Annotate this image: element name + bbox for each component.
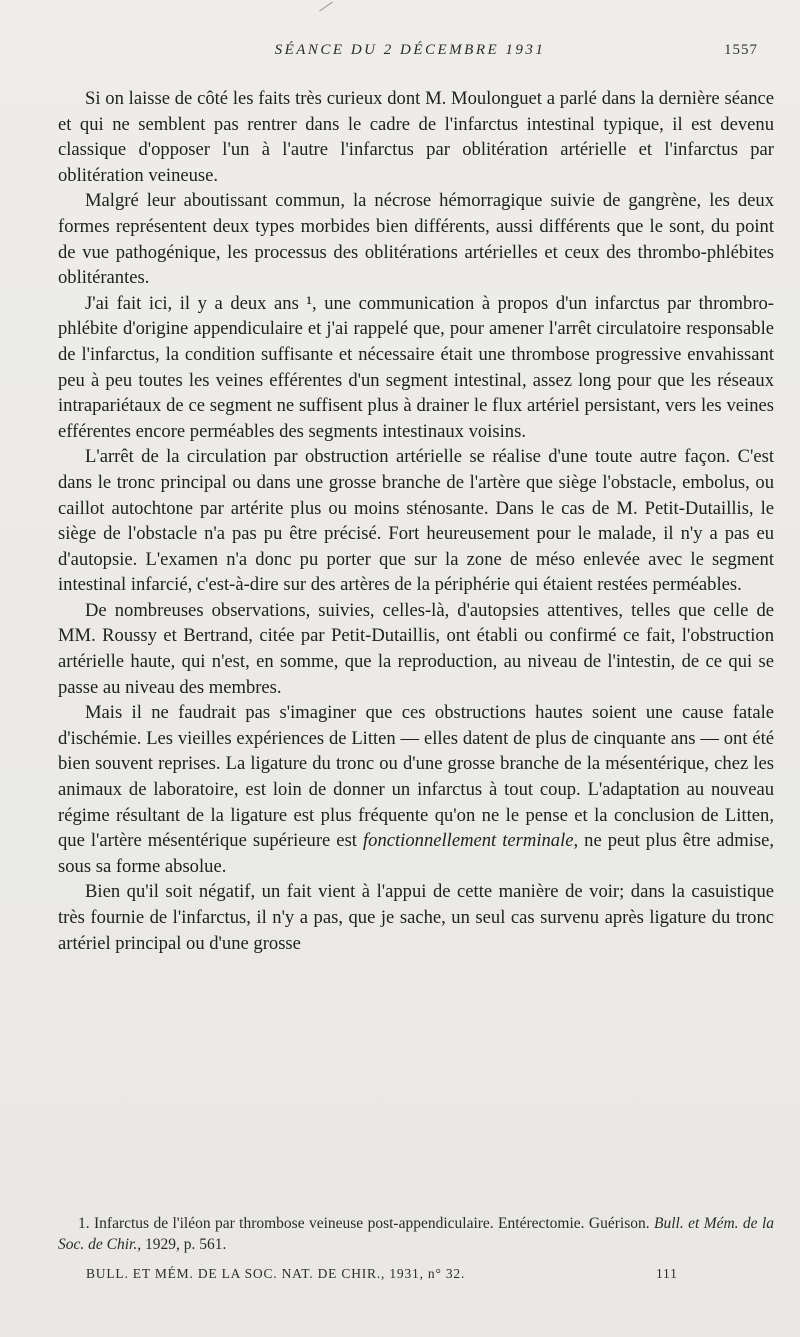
paragraph-7: Bien qu'il soit négatif, un fait vient à l'appui de cette manière de voir; dans la casuistique très fournie de l'infarctus, il n'y a pas, que je sache, un seul cas survenu après ligature du tronc artériel principal ou d'une grosse [58, 881, 774, 954]
footnote-reference-tail: , 1929, p. 561. [137, 1236, 227, 1253]
page-number: 1557 [724, 42, 758, 58]
paragraph-6-italic: fonctionnellement terminale, [363, 830, 579, 852]
paragraph-4: L'arrêt de la circulation par obstruction artérielle se réalise d'une toute autre façon. C'est dans le tronc principal ou dans une grosse branche de l'artère que siège l'obstacle, embolus, ou caillot autochtone par artérite plus ou moins sténosante. Dans le cas de M. Petit-Dutaillis, le siège de l'obstacle n'a pas pu être précisé. Fort heureusement pour le malade, il n'y a pas eu d'autopsie. L'examen n'a donc pu porter que sur la zone de méso enlevée avec le segment intestinal infarcié, c'est-à-dire sur des artères de la périphérie qui étaient restées perméables. [58, 446, 774, 596]
page-footer [86, 1266, 686, 1286]
header-title: SÉANCE DU 2 DÉCEMBRE 1931 [274, 42, 546, 58]
footnote [58, 1213, 774, 1255]
paragraph-6 [58, 700, 774, 879]
paragraph-1: Si on laisse de côté les faits très curieux dont M. Moulonguet a parlé dans la dernière séance et qui ne semblent pas rentrer dans le cadre de l'infarctus intestinal typique, il est devenu classique d'opposer l'un à l'autre l'infarctus par oblitération artérielle et l'infarctus par oblitération veineuse. [58, 88, 774, 186]
footnote-reference: Bull. et Mém. de la Soc. de Chir. [58, 1215, 775, 1253]
running-header [60, 42, 760, 64]
paragraph-6-tail: ne peut plus être admise, sous sa forme absolue. [58, 830, 774, 877]
scan-mark [319, 2, 333, 12]
journal-citation: BULL. ET MÉM. DE LA SOC. NAT. DE CHIR., 1931, n° 32. [86, 1266, 466, 1281]
body-text [58, 86, 774, 956]
paragraph-3: J'ai fait ici, il y a deux ans ¹, une communication à propos d'un infarctus par thrombro-phlébite d'origine appendiculaire et j'ai rappelé que, pour amener l'arrêt circulatoire responsable de l'infarctus, la condition suffisante et nécessaire était une thrombose progressive envahissant peu à peu toutes les veines efférentes d'un segment intestinal, assez long pour que les réseaux intrapariétaux de ce segment ne suffisent plus à drainer le flux artériel persistant, vers les veines efférentes encore perméables des segments intestinaux voisins. [58, 292, 774, 442]
signature-mark: 111 [656, 1266, 678, 1281]
paragraph-2: Malgré leur aboutissant commun, la nécrose hémorragique suivie de gangrène, les deux formes représentent deux types morbides bien différents, aussi différents que le sont, du point de vue pathogénique, les processus des oblitérations artérielles et ceux des thrombo-phlébites oblitérantes. [58, 190, 774, 289]
footnote-1 [58, 1213, 774, 1255]
paragraph-5: De nombreuses observations, suivies, celles-là, d'autopsies attentives, telles que celle de MM. Roussy et Bertrand, citée par Petit-Dutaillis, ont établi ou confirmé ce fait, l'obstruction artérielle haute, qui n'est, en somme, que la reproduction, au niveau de l'intestin, de ce qui se passe au niveau des membres. [58, 599, 774, 698]
paragraph-6-text: Mais il ne faudrait pas s'imaginer que ces obstructions hautes soient une cause fatale d'ischémie. Les vieilles expériences de Litten — elles datent de plus de cinquante ans — ont été bien souvent reprises. La ligature du tronc ou d'une grosse branche de la mésentérique, chez les animaux de laboratoire, est loin de donner un infarctus à tout coup. L'adaptation au nouveau régime résultant de la ligature est plus fréquente qu'on ne le pense et la conclusion de Litten, que l'artère mésentérique supérieure est [58, 702, 774, 852]
footnote-text: 1. Infarctus de l'iléon par thrombose veineuse post-appendiculaire. Entérectomie. Guérison. [78, 1215, 650, 1232]
